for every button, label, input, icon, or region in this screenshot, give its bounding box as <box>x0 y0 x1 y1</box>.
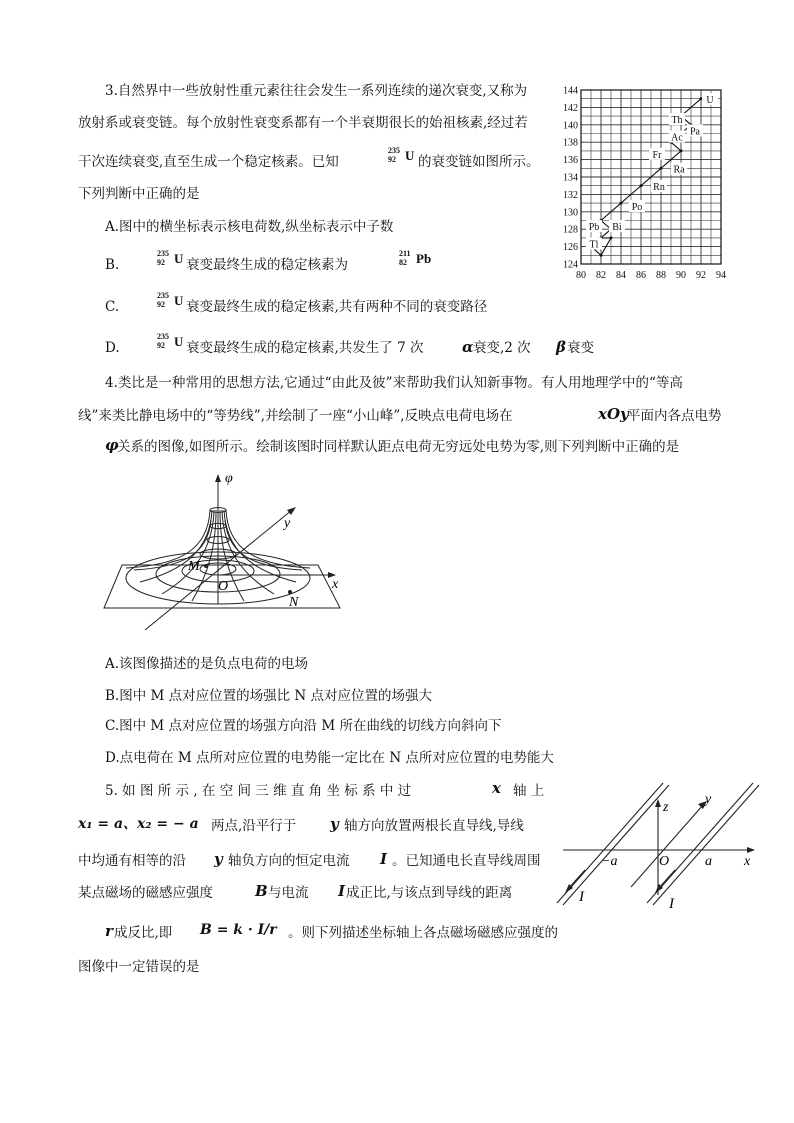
point-N <box>288 590 292 594</box>
label-O: O <box>659 854 670 869</box>
decay-node <box>680 149 683 152</box>
q4-var-xoy: xOy <box>598 405 629 423</box>
y-tick-label: 140 <box>563 120 578 132</box>
q3-option-d-text1: 衰变最终生成的稳定核素,共发生了 7 次 <box>186 340 424 356</box>
decay-node <box>620 202 623 205</box>
x-tick-label: 94 <box>716 270 726 281</box>
q3-option-d-label: D. <box>105 340 120 356</box>
decay-node <box>660 167 663 170</box>
y-axis <box>631 805 703 887</box>
label-neg-a: −a <box>601 854 618 869</box>
q5-var-I2: I <box>338 882 346 900</box>
x-tick-label: 80 <box>576 270 586 281</box>
label-y: y <box>284 516 291 531</box>
x-tick-label: 88 <box>656 270 666 281</box>
q5-line1a: 5. 如 图 所 示 , 在 空 间 三 维 直 角 坐 标 系 中 过 <box>105 783 412 799</box>
label-z: z <box>663 800 669 815</box>
nuclide-label: Ac <box>671 132 683 144</box>
x-tick-label: 86 <box>636 270 646 281</box>
nuclide-label: Rn <box>653 182 665 194</box>
q5-line4b: 与电流 <box>268 885 309 901</box>
q4-option-b: B.图中 M 点对应位置的场强比 N 点对应位置的场强大 <box>105 688 433 704</box>
nuclide-label: Th <box>671 115 683 127</box>
label-O: O <box>218 579 229 594</box>
nuclide-label: Fr <box>652 149 662 161</box>
q5-equation-positions: x₁ = a、x₂ = − a <box>78 816 199 832</box>
q3-option-d-text3: 衰变 <box>567 340 594 356</box>
label-a: a <box>705 854 712 869</box>
y-tick-label: 132 <box>563 189 578 201</box>
q5-line4a: 某点磁场的磁感应强度 <box>78 885 213 901</box>
q3-line4: 下列判断中正确的是 <box>78 186 200 202</box>
q5-line6: 图像中一定错误的是 <box>78 959 200 975</box>
q4-var-phi: φ <box>105 436 119 454</box>
x-tick-label: 84 <box>616 270 626 281</box>
q3-line1: 3.自然界中一些放射性重元素往往会发生一系列连续的递次衰变,又称为 <box>105 83 528 99</box>
parallel-wires-figure <box>555 775 765 915</box>
q4-line1: 4.类比是一种常用的思想方法,它通过“由此及彼”来帮助我们认知新事物。有人用地理学中的“等高 <box>105 375 683 391</box>
label-x: x <box>744 854 751 869</box>
q5-var-r: r <box>105 922 113 940</box>
q3-option-c-label: C. <box>105 299 120 315</box>
q3-option-b-text: 衰变最终生成的稳定核素为 <box>186 257 348 273</box>
q5-line3a: 中均通有相等的沿 <box>78 853 186 869</box>
label-y: y <box>705 792 712 807</box>
q3-nuclide-Pb: 211 82 Pb <box>399 249 432 267</box>
beta-symbol: β <box>556 338 566 356</box>
y-tick-label: 126 <box>563 242 578 254</box>
y-tick-label: 136 <box>563 155 578 167</box>
nuclide-label: Pa <box>690 126 700 138</box>
q3-option-b-label: B. <box>105 257 120 273</box>
q5-line2a: 两点,沿平行于 <box>211 818 297 834</box>
nuclide-label: Tl <box>589 239 599 251</box>
label-M: M <box>188 559 200 574</box>
y-tick-label: 130 <box>563 207 578 219</box>
q5-equation-field: B = k · I/r <box>200 922 277 938</box>
q3-line3b: 的衰变链如图所示。 <box>418 154 540 170</box>
q4-option-a: A.该图像描述的是负点电荷的电场 <box>105 656 309 672</box>
label-phi: φ <box>225 471 233 486</box>
y-tick-label: 124 <box>563 259 578 271</box>
x-tick-label: 82 <box>596 270 606 281</box>
q5-line1b: 轴 上 <box>513 783 545 799</box>
point-M <box>204 564 208 568</box>
decay-node <box>600 254 603 257</box>
q5-var-y1: y <box>330 815 339 833</box>
y-tick-label: 144 <box>563 85 578 97</box>
q3-option-d-text2: 衰变,2 次 <box>473 340 531 356</box>
label-current-left: I <box>579 889 584 905</box>
q5-line3c: 。已知通电长直导线周围 <box>392 853 541 869</box>
q5-line2b: 轴方向放置两根长直导线,导线 <box>344 818 524 834</box>
q5-var-B: B <box>255 882 268 900</box>
y-tick-label: 142 <box>563 102 578 114</box>
q3-nuclide-U-stem: 235 92 U <box>388 146 415 164</box>
label-N: N <box>289 595 299 610</box>
q5-line5b: 。则下列描述坐标轴上各点磁场磁感应强度的 <box>288 925 558 941</box>
y-tick-label: 128 <box>563 224 578 236</box>
q5-line4c: 成正比,与该点到导线的距离 <box>346 885 513 901</box>
y-tick-label: 138 <box>563 137 578 149</box>
q3-line3a: 干次连续衰变,直至生成一个稳定核素。已知 <box>78 154 339 170</box>
q4-option-c: C.图中 M 点对应位置的场强方向沿 M 所在曲线的切线方向斜向下 <box>105 718 502 734</box>
alpha-symbol: α <box>462 338 474 356</box>
label-x: x <box>332 577 339 592</box>
q4-option-d: D.点电荷在 M 点所对应位置的电势能一定比在 N 点所对应位置的电势能大 <box>105 750 554 766</box>
nuclide-label: Ra <box>673 164 685 176</box>
nuclide-label: Bi <box>612 222 622 234</box>
q3-nuclide-U-c: 235 92 U <box>157 291 184 309</box>
x-tick-label: 90 <box>676 270 686 281</box>
q5-var-I1: I <box>380 850 388 868</box>
decay-node <box>640 184 643 187</box>
q3-line2: 放射系或衰变链。每个放射性衰变系都有一个半衰期很长的始祖核素,经过若 <box>78 115 528 131</box>
label-current-right: I <box>669 896 674 912</box>
q3-option-a: A.图中的横坐标表示核电荷数,纵坐标表示中子数 <box>105 219 394 235</box>
q3-nuclide-U-b: 235 92 U <box>157 249 184 267</box>
potential-surface-figure <box>100 470 350 635</box>
nuclide-label: U <box>706 95 714 107</box>
q3-option-c-text: 衰变最终生成的稳定核素,共有两种不同的衰变路径 <box>186 299 488 315</box>
q4-line2b: 平面内各点电势 <box>627 408 722 424</box>
q4-line2a: 线”来类比静电场中的“等势线”,并绘制了一座“小山峰”,反映点电荷电场在 <box>78 408 513 424</box>
q5-line3b: 轴负方向的恒定电流 <box>228 853 350 869</box>
q5-line5a: 成反比,即 <box>114 925 173 941</box>
q4-line3: 关系的图像,如图所示。绘制该图时同样默认距点电荷无穷远处电势为零,则下列判断中正确的是 <box>117 439 680 455</box>
q3-nuclide-U-d: 235 92 U <box>157 332 184 350</box>
q5-var-y2: y <box>214 850 223 868</box>
x-tick-label: 92 <box>696 270 706 281</box>
nuclide-label: Po <box>631 202 643 214</box>
nuclide-label: Pb <box>588 222 600 234</box>
decay-node <box>610 236 613 239</box>
decay-chain-chart <box>555 80 735 292</box>
q5-var-x: x <box>492 779 501 797</box>
y-tick-label: 134 <box>563 172 578 184</box>
